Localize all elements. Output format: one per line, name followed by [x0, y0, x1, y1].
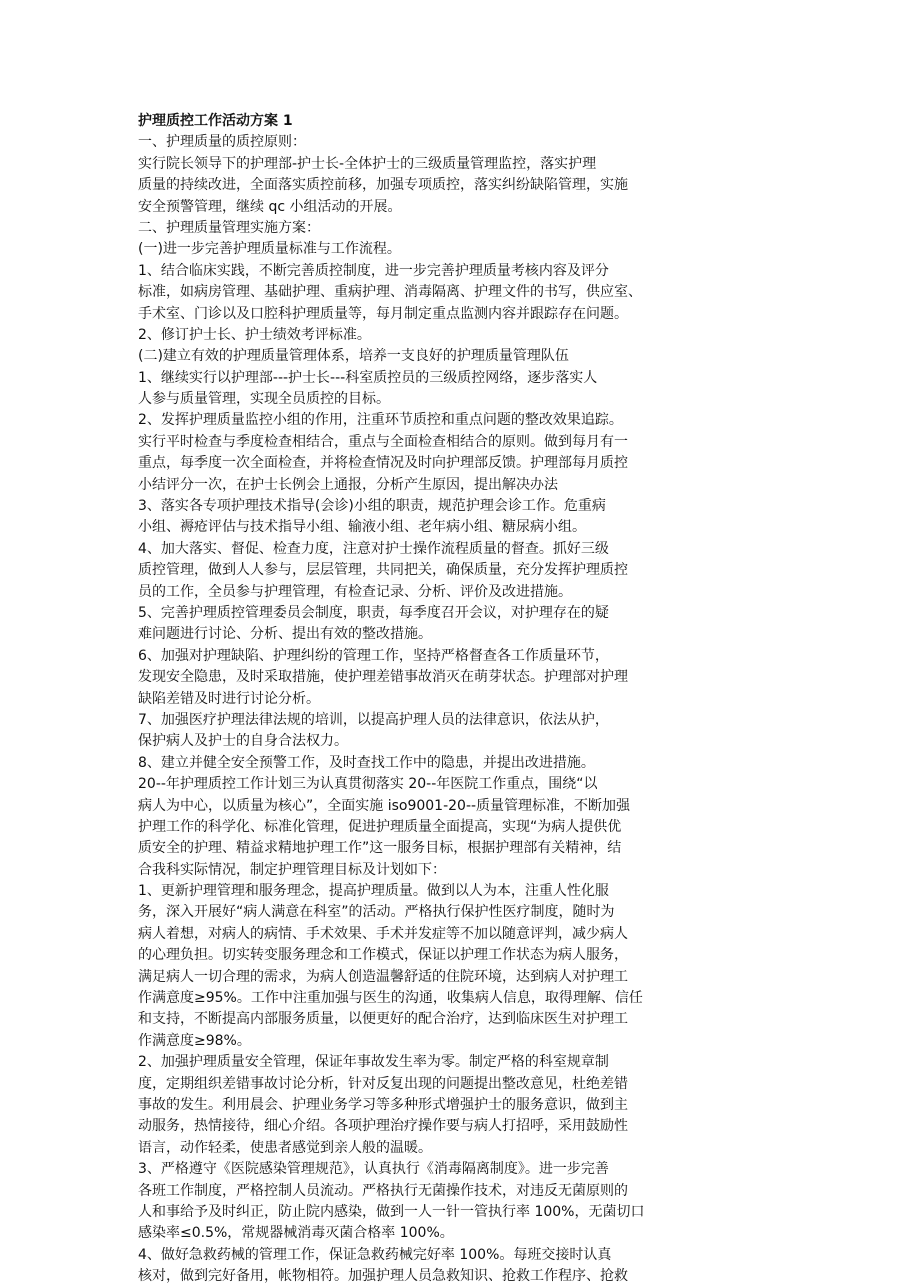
text-line: 7、加强医疗护理法律法规的培训，以提高护理人员的法律意识，依法从护， — [138, 711, 609, 728]
text-line: 病人着想，对病人的病情、手术效果、手术并发症等不加以随意评判，减少病人 — [138, 925, 628, 942]
text-line: 3、严格遵守《医院感染管理规范》，认真执行《消毒隔离制度》。进一步完善 — [138, 1161, 609, 1178]
text-line: 事故的发生。利用晨会、护理业务学习等多种形式增强护士的服务意识，做到主 — [138, 1096, 628, 1113]
text-line: 员的工作，全员参与护理管理，有检查记录、分析、评价及改进措施。 — [138, 583, 572, 600]
text-line: 病人为中心，以质量为核心”，全面实施 iso9001-20--质量管理标准，不断加强 — [138, 797, 631, 814]
text-line: 2、发挥护理质量监控小组的作用，注重环节质控和重点问题的整改效果追踪。 — [138, 412, 623, 429]
text-line: 安全预警管理，继续 qc 小组活动的开展。 — [138, 198, 402, 215]
text-line: 质控管理，做到人人参与，层层管理，共同把关，确保质量，充分发挥护理质控 — [138, 562, 628, 579]
text-line: 8、建立并健全安全预警工作，及时查找工作中的隐患，并提出改进措施。 — [138, 754, 595, 771]
text-line: 1、结合临床实践，不断完善质控制度，进一步完善护理质量考核内容及评分 — [138, 262, 609, 279]
text-line: 标准，如病房管理、基础护理、重病护理、消毒隔离、护理文件的书写，供应室、 — [138, 284, 642, 301]
text-line: 度，定期组织差错事故讨论分析，针对反复出现的问题提出整改意见，杜绝差错 — [138, 1075, 628, 1092]
text-line: 1、继续实行以护理部---护士长---科室质控员的三级质控网络，逐步落实人 — [138, 369, 598, 386]
text-line: 缺陷差错及时进行讨论分析。 — [138, 690, 320, 707]
text-line: 1、更新护理管理和服务理念，提高护理质量。做到以人为本，注重人性化服 — [138, 883, 609, 900]
text-line: 质量的持续改进，全面落实质控前移，加强专项质控，落实纠纷缺陷管理，实施 — [138, 177, 628, 194]
text-line: 的心理负担。切实转变服务理念和工作模式，保证以护理工作状态为病人服务， — [138, 947, 628, 964]
text-line: 作满意度≥98%。 — [138, 1032, 251, 1049]
text-line: 保护病人及护士的自身合法权力。 — [138, 733, 348, 750]
document-body — [138, 111, 738, 1287]
text-line: 难问题进行讨论、分析、提出有效的整改措施。 — [138, 626, 432, 643]
text-line: 4、加大落实、督促、检查力度，注意对护士操作流程质量的督查。抓好三级 — [138, 540, 609, 557]
text-line: 务，深入开展好“病人满意在科室”的活动。严格执行保护性医疗制度，随时为 — [138, 904, 615, 921]
text-line: 实行院长领导下的护理部-护士长-全体护士的三级质量管理监控，落实护理 — [138, 155, 597, 172]
text-line: 发现安全隐患，及时采取措施，使护理差错事故消灭在萌芽状态。护理部对护理 — [138, 669, 628, 686]
text-line: 3、落实各专项护理技术指导(会诊)小组的职责，规范护理会诊工作。危重病 — [138, 498, 606, 515]
text-line: 动服务，热情接待，细心介绍。各项护理治疗操作要与病人打招呼，采用鼓励性 — [138, 1118, 628, 1135]
text-line: 人参与质量管理，实现全员质控的目标。 — [138, 391, 390, 408]
text-line: 2、修订护士长、护士绩效考评标准。 — [138, 326, 371, 343]
text-line: 质安全的护理、精益求精地护理工作”这一服务目标，根据护理部有关精神，结 — [138, 840, 622, 857]
text-line: 合我科实际情况，制定护理管理目标及计划如下： — [138, 861, 446, 878]
text-line: 护理工作的科学化、标准化管理，促进护理质量全面提高，实现“为病人提供优 — [138, 818, 622, 835]
text-line: 人和事给予及时纠正，防止院内感染，做到一人一针一管执行率 100%，无菌切口 — [138, 1203, 645, 1220]
text-line: 5、完善护理质控管理委员会制度，职责，每季度召开会议，对护理存在的疑 — [138, 604, 609, 621]
text-line: 手术室、门诊以及口腔科护理质量等，每月制定重点监测内容并跟踪存在问题。 — [138, 305, 628, 322]
text-line: 感染率≤0.5%，常规器械消毒灭菌合格率 100%。 — [138, 1225, 454, 1242]
text-line: (一)进一步完善护理质量标准与工作流程。 — [138, 241, 401, 258]
text-line: 一、护理质量的质控原则： — [138, 134, 306, 151]
text-line: 二、护理质量管理实施方案： — [138, 219, 320, 236]
text-line: 4、做好急救药械的管理工作，保证急救药械完好率 100%。每班交接时认真 — [138, 1246, 612, 1263]
text-line: 小结评分一次，在护士长例会上通报，分析产生原因，提出解决办法 — [138, 476, 558, 493]
text-line: 核对，做到完好备用，帐物相符。加强护理人员急救知识、抢救工作程序、抢救 — [138, 1268, 628, 1285]
text-line: 语言，动作轻柔，使患者感觉到亲人般的温暖。 — [138, 1139, 432, 1156]
text-line: 重点，每季度一次全面检查，并将检查情况及时向护理部反馈。护理部每月质控 — [138, 455, 628, 472]
text-line: 满足病人一切合理的需求，为病人创造温馨舒适的住院环境，达到病人对护理工 — [138, 968, 628, 985]
text-line: (二)建立有效的护理质量管理体系，培养一支良好的护理质量管理队伍 — [138, 348, 569, 365]
document-title: 护理质控工作活动方案 1 — [138, 113, 293, 129]
text-line: 2、加强护理质量安全管理，保证年事故发生率为零。制定严格的科室规章制 — [138, 1054, 609, 1071]
text-line: 作满意度≥95%。工作中注重加强与医生的沟通，收集病人信息，取得理解、信任 — [138, 990, 643, 1007]
text-line: 小组、褥疮评估与技术指导小组、输液小组、老年病小组、糖尿病小组。 — [138, 519, 586, 536]
text-line: 20--年护理质控工作计划三为认真贯彻落实 20--年医院工作重点，围绕“以 — [138, 776, 598, 793]
text-line: 和支持，不断提高内部服务质量，以便更好的配合治疗，达到临床医生对护理工 — [138, 1011, 628, 1028]
text-line: 各班工作制度，严格控制人员流动。严格执行无菌操作技术，对违反无菌原则的 — [138, 1182, 628, 1199]
text-line: 实行平时检查与季度检查相结合，重点与全面检查相结合的原则。做到每月有一 — [138, 433, 628, 450]
text-line: 6、加强对护理缺陷、护理纠纷的管理工作，坚持严格督查各工作质量环节， — [138, 647, 609, 664]
